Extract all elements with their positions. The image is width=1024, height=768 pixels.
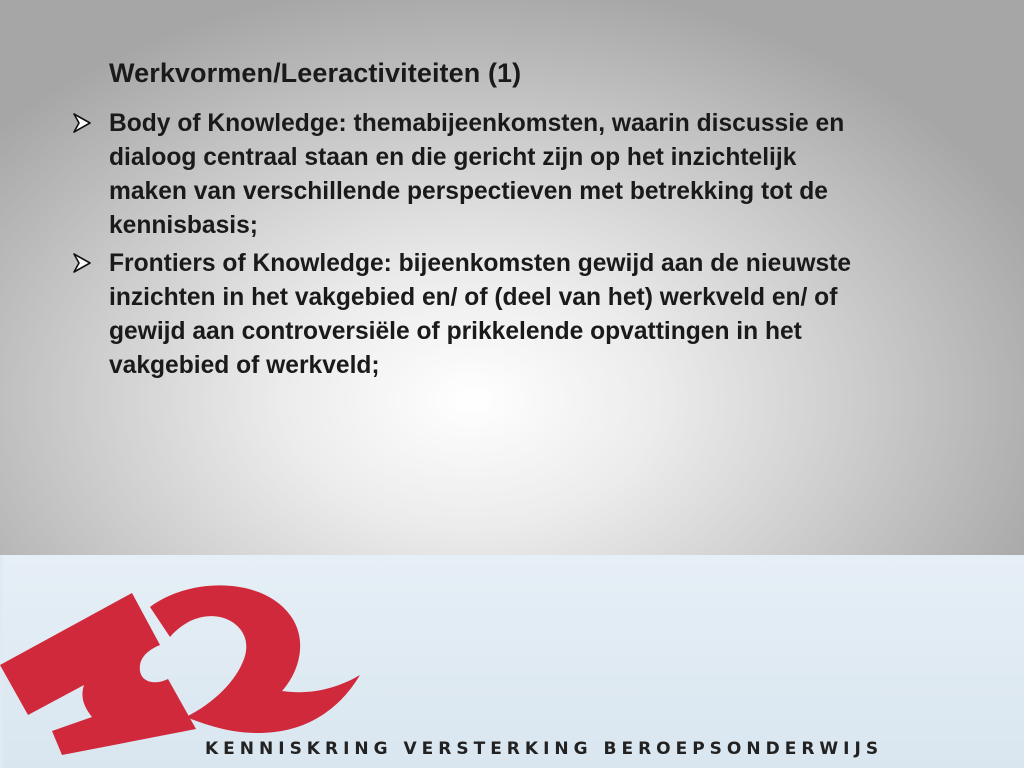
bullet-list bbox=[72, 107, 872, 387]
kenniskring-logo-icon bbox=[0, 567, 380, 757]
bullet-item-body-of-knowledge bbox=[72, 107, 872, 243]
bullet-text: Frontiers of Knowledge: bijeenkomsten gewijd aan de nieuwste inzichten in het vakgebied en/ of (deel van het) werkveld en/ of gewijd aan controversiële of prikkelende opvattingen in het vakgebied of werkveld; bbox=[109, 250, 852, 379]
footer-banner bbox=[0, 555, 1024, 768]
slide-title: Werkvormen/Leeractiviteiten (1) bbox=[109, 58, 522, 88]
bullet-item-frontiers-of-knowledge bbox=[72, 247, 872, 383]
arrowhead-bullet-icon bbox=[72, 113, 92, 133]
bullet-text: Body of Knowledge: themabijeenkomsten, waarin discussie en dialoog centraal staan en die gericht zijn op het inzichtelijk maken van verschillende perspectieven met betrekking tot de kennisbasis; bbox=[109, 110, 845, 239]
arrowhead-bullet-icon bbox=[72, 253, 92, 273]
organization-name: KENNISKRING VERSTERKING BEROEPSONDERWIJS bbox=[205, 739, 884, 759]
